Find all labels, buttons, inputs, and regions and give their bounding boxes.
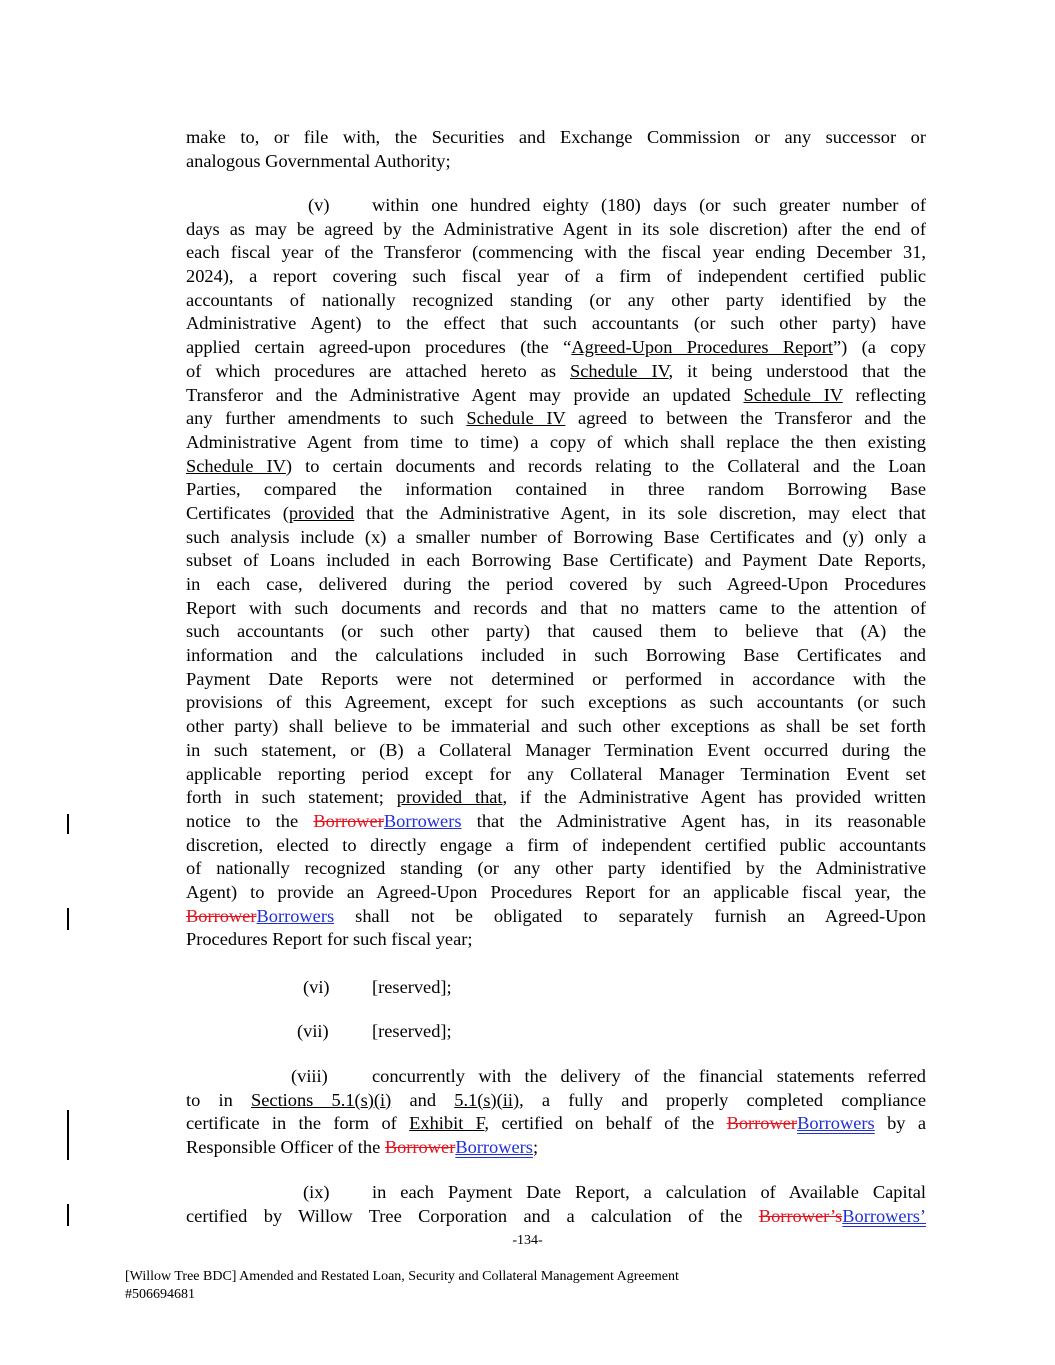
text-line: in such statement, or (B) a Collateral Manager Termination Event occurred during the xyxy=(186,739,926,760)
inserted-text: Borrowers xyxy=(797,1113,875,1134)
schedule-reference: Schedule IV xyxy=(743,384,843,405)
text-line: in each case, delivered during the period covered by such Agreed-Upon Procedures xyxy=(186,574,926,594)
text-line: concurrently with the delivery of the financial statements referred xyxy=(372,1066,926,1086)
item-number-vi: (vi) xyxy=(303,977,330,997)
text-line: Procedures Report for such fiscal year; xyxy=(186,929,473,950)
deleted-text: Borrower’s xyxy=(758,1205,843,1226)
exhibit-reference: Exhibit F xyxy=(409,1113,485,1134)
paragraph-v xyxy=(186,194,926,952)
text-line: of nationally recognized standing (or any other party identified by the Administrative xyxy=(186,858,926,879)
text-line: information and the calculations included in such Borrowing Base Certificates and xyxy=(186,645,926,666)
defined-term: Agreed-Upon Procedures Report xyxy=(571,337,833,358)
text-line: any further amendments to such Schedule IV agreed to between the Transferor and the xyxy=(186,408,926,429)
text-line: forth in such statement; provided that, if the Administrative Agent has provided written xyxy=(186,787,926,808)
deleted-text: Borrower xyxy=(384,1137,456,1158)
proviso-term: provided that xyxy=(396,787,503,808)
section-reference: 5.1(s)(ii) xyxy=(454,1089,520,1110)
text-line: days as may be agreed by the Administrative Agent in its sole discretion) after the end of xyxy=(186,218,926,239)
paragraph-ix xyxy=(186,1181,926,1228)
schedule-reference: Schedule IV xyxy=(466,408,566,429)
text-line: within one hundred eighty (180) days (or such greater number of xyxy=(372,195,926,215)
text-line: each fiscal year of the Transferor (commencing with the fiscal year ending December 31, xyxy=(186,242,926,263)
text-line: applied certain agreed-upon procedures (the “Agreed-Upon Procedures Report”) (a copy xyxy=(186,337,926,358)
text-line: subset of Loans included in each Borrowing Base Certificate) and Payment Date Reports, xyxy=(186,550,926,571)
change-bar xyxy=(67,908,69,930)
item-text: [reserved]; xyxy=(372,1021,452,1041)
paragraph-continuation xyxy=(186,126,926,173)
inserted-text: Borrowers xyxy=(256,905,335,926)
change-bar xyxy=(67,1110,69,1160)
text-line: Certificates (provided that the Administrative Agent, in its sole discretion, may elect that xyxy=(186,502,926,523)
text-line: certificate in the form of Exhibit F, certified on behalf of the BorrowerBorrowers by a xyxy=(186,1113,926,1134)
text-line: accountants of nationally recognized standing (or any other party identified by the xyxy=(186,289,926,310)
text-line: applicable reporting period except for any Collateral Manager Termination Event set xyxy=(186,763,926,784)
text-line: such analysis include (x) a smaller number of Borrowing Base Certificates and (y) only a xyxy=(186,526,926,547)
text-line: Payment Date Reports were not determined or performed in accordance with the xyxy=(186,668,926,689)
text-line: provisions of this Agreement, except for such exceptions as such accountants (or such xyxy=(186,692,926,713)
page-number: -134- xyxy=(512,1233,543,1248)
text-line: Agent) to provide an Agreed-Upon Procedures Report for an applicable fiscal year, the xyxy=(186,881,926,902)
text-line: Transferor and the Administrative Agent may provide an updated Schedule IV reflecting xyxy=(186,384,926,405)
deleted-text: Borrower xyxy=(726,1113,798,1134)
text-line: Administrative Agent) to the effect that such accountants (or such other party) have xyxy=(186,313,926,334)
footer-document-id: #506694681 xyxy=(125,1287,195,1302)
deleted-text: Borrower xyxy=(313,810,384,831)
item-number-vii: (vii) xyxy=(297,1021,329,1041)
item-number-v: (v) xyxy=(308,195,330,215)
text-line: 2024), a report covering such fiscal year of a firm of independent certified public xyxy=(186,266,926,287)
text-line: discretion, elected to directly engage a firm of independent certified public accountants xyxy=(186,834,926,855)
item-text: [reserved]; xyxy=(372,977,452,997)
paragraph-viii xyxy=(186,1065,926,1160)
item-number-ix: (ix) xyxy=(303,1182,330,1202)
schedule-reference: Schedule IV xyxy=(570,360,669,381)
text-line: Administrative Agent from time to time) a copy of which shall replace the then existing xyxy=(186,431,926,452)
text-line: in each Payment Date Report, a calculation of Available Capital xyxy=(372,1182,926,1202)
inserted-text: Borrowers’ xyxy=(842,1205,926,1226)
change-bar xyxy=(67,1204,69,1226)
text-line: such accountants (or such other party) that caused them to believe that (A) the xyxy=(186,621,926,642)
inserted-text: Borrowers xyxy=(383,810,462,831)
inserted-text: Borrowers xyxy=(455,1137,533,1158)
text-line: make to, or file with, the Securities and Exchange Commission or any successor or xyxy=(186,127,926,147)
text-line: Report with such documents and records and that no matters came to the attention of xyxy=(186,597,926,618)
deleted-text: Borrower xyxy=(186,905,257,926)
text-line: BorrowerBorrowers shall not be obligated to separately furnish an Agreed-Upon xyxy=(186,905,926,926)
text-line: notice to the BorrowerBorrowers that the Administrative Agent has, in its reasonable xyxy=(186,810,926,831)
document-footer xyxy=(125,1268,679,1304)
text-line: Schedule IV) to certain documents and records relating to the Collateral and the Loan xyxy=(186,455,926,476)
change-bar xyxy=(67,814,69,834)
text-line: other party) shall believe to be immaterial and such other exceptions as shall be set forth xyxy=(186,716,926,737)
text-line: of which procedures are attached hereto as Schedule IV, it being understood that the xyxy=(186,360,926,381)
schedule-reference: Schedule IV xyxy=(186,455,286,476)
section-reference: Sections 5.1(s)(i) xyxy=(251,1089,392,1110)
text-line: analogous Governmental Authority; xyxy=(186,150,451,171)
item-number-viii: (viii) xyxy=(291,1066,328,1086)
proviso-term: provided xyxy=(288,502,355,523)
footer-title: [Willow Tree BDC] Amended and Restated Loan, Security and Collateral Management Agreement xyxy=(125,1269,679,1284)
text-line: to in Sections 5.1(s)(i) and 5.1(s)(ii), a fully and properly completed compliance xyxy=(186,1089,927,1110)
text-line: certified by Willow Tree Corporation and a calculation of the Borrower’sBorrowers’ xyxy=(186,1205,926,1226)
text-line: Parties, compared the information contained in three random Borrowing Base xyxy=(186,479,926,500)
text-line: Responsible Officer of the BorrowerBorrowers; xyxy=(186,1137,539,1158)
